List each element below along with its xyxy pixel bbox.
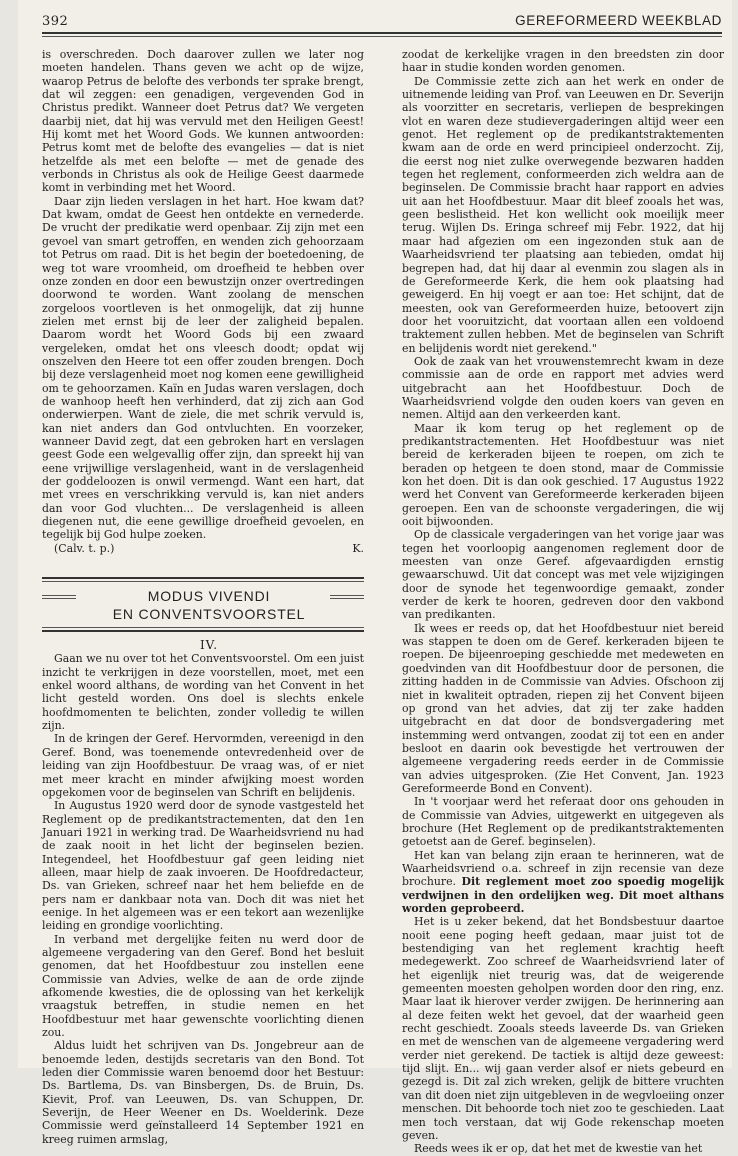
paragraph: Maar ik kom terug op het reglement op de predikantstractementen. Het Hoofdbestuur was niet bereid de kerkeraden bijeen te roepen, om zich te beraden op hetgeen te doen stond, maar de Commissie kon het doen. Dit is dan ook geschied. 17 Augustus 1922 werd het Convent van Gereformeerde kerkeraden bijeen geroepen. Een van de schoonste vergaderingen, die wij ooit bijwoonden. [402,421,724,529]
paragraph: Het is u zeker bekend, dat het Bondsbestuur daartoe nooit eene poging heeft gedaan, maar juist tot de bestendiging van het reglement krachtig heeft medegewerkt. Zoo schreef de Waarheidsvriend later of het eigenlijk niet treurig was, dat de weigerende gemeenten moesten geholpen worden door den ring, enz. Maar laat ik hierover verder zwijgen. De herinnering aan al deze feiten wekt het gevoel, dat der waarheid geen recht geschiedt. Zooals steeds laveerde Ds. van Grieken en met de wenschen van de algemeene vergadering werd verder niet gerekend. De tactiek is altijd deze geweest: tijd slijt. En... wij gaan verder alsof er niets gebeurd en gezegd is. Dit zal zich wreken, gelijk de bittere vruchten van dit doen niet zijn uitgebleven in de wegvloeiing onzer menschen. Dit behoorde toch niet zoo te geschieden. Laat men toch verstaan, dat wij Gode rekenschap moeten geven. [402,915,724,1142]
paragraph: Ook de zaak van het vrouwenstemrecht kwam in deze commissie aan de orde en rapport met advies werd uitgebracht aan het Hoofdbestuur. Doch de Waarheidsvriend volgde den ouden koers van geven en nemen. Altijd aan den verkeerden kant. [402,354,724,422]
paragraph-with-emphasis [402,849,724,916]
section-heading-box [42,577,364,633]
page-header [42,8,722,38]
author-signature: K. [352,541,364,555]
paragraph: Gaan we nu over tot het Conventsvoorstel. Om een juist inzicht te verkrijgen in deze voorstellen, moet, met een enkel woord althans, de wording van het Convent in het licht gesteld worden. Ons doel is slechts enkele hoofdmomenten te belichten, zonder volledig te willen zijn. [42,652,364,733]
paragraph: In verband met dergelijke feiten nu werd door de algemeene vergadering van den Geref. Bond het besluit genomen, dat het Hoofdbestuur zou instellen eene Commissie van Advies, welke de aan de orde zijnde afkomende kwesties, die de oplossing van het kerkelijk vraagstuk betreffen, in studie nemen en het Hoofdbestuur met haar gewenschte voorlichting dienen zou. [42,932,364,1040]
paragraph: In Augustus 1920 werd door de synode vastgesteld het Reglement op de predikantstractementen, dat den 1en Januari 1921 in werking trad. De Waarheidsvriend nu had de zaak nooit in het licht der beginselen bezien. Integendeel, het Hoofdbestuur gaf geen leiding niet alleen, maar hielp de zaak invoeren. De Hoofdredacteur, Ds. van Grieken, schreef naar het hem beliefde en de pers nam er dankbaar nota van. Doch dit was niet het eenige. In het algemeen was er een tekort aan wezenlijke leiding en grondige voorlichting. [42,799,364,933]
ornament-rule [42,598,76,599]
masthead: GEREFORMEERD WEEKBLAD [515,13,722,28]
paragraph: De Commissie zette zich aan het werk en onder de uitnemende leiding van Prof. van Leeuwen en Dr. Severijn als voorzitter en secretaris, verliepen de besprekingen vlot en waren deze studievergaderingen altijd weer een genot. Het reglement op de predikantstraktementen kwam aan de orde en werd principieel onderzocht. Zij, die eerst nog niet zulke overwegende bezwaren hadden tegen het reglement, conformeerden zich weldra aan de beginselen. De Commissie bracht haar rapport en advies uit aan het Hoofdbestuur. Maar dit bleef zooals het was, geen beslistheid. Het kon wellicht ook moeilijk meer terug. Wijlen Ds. Eringa schreef mij Febr. 1922, dat hij maar had afgezien om een ingezonden stuk aan de Waarheidsvriend ter plaatsing aan tebieden, omdat hij begrepen had, dat hij daar al evenmin zou slagen als in de Gereformeerde Kerk, die hem ook plaatsing had geweigerd. En hij voegt er aan toe: Het schijnt, dat de meesten, ook van Gereformeerden huize, betoovert zijn door het vooruitzicht, dat voortaan allen een voldoend traktement zullen hebben. Met de beginselen van Schrift en belijdenis wordt niet gerekend." [402,74,724,355]
right-column [402,48,724,1156]
paragraph-text: Het kan van belang zijn eraan te herinneren, wat de Waarheidsvriend o.a. schreef in zijn recensie van deze brochure. [402,848,724,889]
ornament-rule [330,598,364,599]
emphasized-quote: Dit reglement moet zoo spoedig mogelijk verdwijnen in den ordelijken weg. Dit moet althans worden geprobeerd. [402,875,724,915]
left-column [42,48,364,1146]
section-title-line2: EN CONVENTSVOORSTEL [112,606,306,623]
heading-rule-bottom [42,627,364,633]
section-title-wrap [42,583,364,627]
ornament-rule [42,595,76,596]
paragraph: Reeds wees ik er op, dat het met de kwestie van het [414,1142,703,1156]
paragraph: Aldus luidt het schrijven van Ds. Jongebreur aan de benoemde leden, destijds secretaris van den Bond. Tot leden dier Commissie waren benoemd door het Bestuur: Ds. Bartlema, Ds. van Binsbergen, Ds. de Bruin, Ds. Kievit, Prof. van Leeuwen, Ds. van Schuppen, Dr. Severijn, de Heer Weener en Ds. Woelderink. Deze Commissie werd geïnstalleerd 14 September 1921 en kreeg ruimen armslag, [42,1039,364,1146]
heading-rule [42,627,364,628]
paragraph: is overschreden. Doch daarover zullen we later nog moeten handelen. Thans geven we acht op de wijze, waarop Petrus de belofte des verbonds ter sprake brengt, dat wil zeggen: een genadigen, vergevenden God in Christus predikt. Wanneer doet Petrus dat? We vergeten daarbij niet, dat hij was vervuld met den Heiligen Geest! Hij komt met het Woord Gods. We kunnen antwoorden: Petrus komt met de belofte des evangelies — dat is niet hetzelfde als met een belofte — met de genade des verbonds in Christus als ook de Heilige Geest daarmede komt in verbinding met het Woord. [42,48,364,195]
paragraph: In de kringen der Geref. Hervormden, vereenigd in den Geref. Bond, was toenemende ontevredenheid over de leiding van zijn Hoofdbestuur. De vraag was, of er niet met meer kracht en minder afwijking moest worden opgekomen voor de beginselen van Schrift en belijdenis. [42,732,364,799]
paragraph: Op de classicale vergaderingen van het vorige jaar was tegen het voorloopig aangenomen reglement door de meesten van onze Geref. afgevaardigden ernstig gewaarschuwd. Uit dat concept was met vele wijzigingen door de synode het tegenwoordige gemaakt, zonder verder de kerk te hooren, gedreven door den vakbond van predikanten. [402,528,724,622]
heading-rule [42,581,364,582]
paragraph: In 't voorjaar werd het referaat door ons gehouden in de Commissie van Advies, uitgewerkt en uitgegeven als brochure (Het Reglement op de predikantstraktementen getoetst aan de Geref. beginselen). [402,795,724,849]
paragraph: Ik wees er reeds op, dat het Hoofdbestuur niet bereid was stappen te doen om de Geref. kerkeraden bijeen te roepen. De bijeenroeping geschiedde met medeweten en goedvinden van dit Hoofdbestuur door de personen, die zitting hadden in de Commissie van Advies. Ofschoon zij niet in kwaliteit optraden, riepen zij het Convent bijeen op grond van het advies, dat zij ter zake hadden uitgebracht en dat door de bondsvergadering met instemming werd ontvangen, zoodat zij tot een en ander besloot en daarin ook bevestigde het vertrouwen der algemeene vergadering reeds eerder in de Commissie van advies uitgesproken. (Zie Het Convent, Jan. 1923 Gereformeerde Bond en Convent). [402,621,724,795]
header-rule [42,32,722,34]
paragraph: Daar zijn lieden verslagen in het hart. Hoe kwam dat? Dat kwam, omdat de Geest hen ontdekte en vernederde. De vrucht der predikatie werd openbaar. Zij zijn met een gevoel van smart getroffen, en wenden zich gehoorzaam tot Petrus om raad. Dit is het begin der boetedoening, de weg tot ware vroomheid, om droefheid te hebben over onze zonden en door een bewustzijn onzer overtredingen doorwond te worden. Want zoolang de menschen zorgeloos voortleven is het onmogelijk, dat zij hunne zielen met ernst bij de leer der zaligheid bepalen. Daarom wordt het Woord Gods bij een zwaard vergeleken, omdat het ons vleesch doodt; opdat wij onszelven den Heere tot een offer zouden brengen. Doch bij deze verslagenheid moet nog komen eene gewilligheid om te gehoorzamen. Kaïn en Judas waren verslagen, doch de wanhoop heeft hen verhinderd, dat zij zich aan God onderwierpen. Want de ziele, die met schrik vervuld is, kan niet anders dan God ontvluchten. En voorzeker, wanneer David zegt, dat een gebroken hart en verslagen geest Gode een welgevallig offer zijn, dan spreekt hij van eene vrijwillige verslagenheid, want in de verslagenheid der goddeloozen is onwil vermengd. Want een hart, dat met vrees en verschrikking vervuld is, kan niet anders dan voor God vluchten... De verslagenheid is alleen diegenen nut, die eene gewillige droefheid gevoelen, en tegelijk bij God hulpe zoeken. [42,194,364,542]
heading-rule [42,630,364,632]
paragraph: zoodat de kerkelijke vragen in den breedsten zin door haar in studie konden worden genomen. [402,48,724,75]
heading-rule [42,577,364,579]
header-rule-thin [42,36,722,37]
citation: (Calv. t. p.) [54,541,115,555]
section-number: IV. [199,638,219,653]
citation-line [42,542,364,555]
section-title-line1: MODUS VIVENDI [147,588,271,605]
page [18,0,732,1156]
page-number: 392 [42,14,69,29]
ornament-rule [330,595,364,596]
